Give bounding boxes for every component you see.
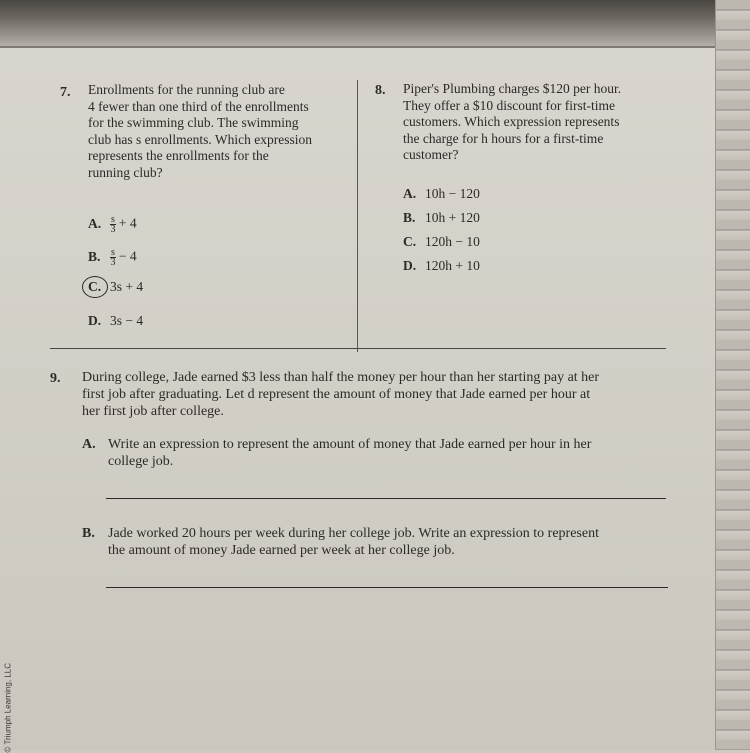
q7-option-a[interactable] xyxy=(88,215,137,234)
q7-option-c[interactable] xyxy=(88,279,143,295)
page-shadow xyxy=(0,0,750,48)
option-letter: B. xyxy=(88,248,101,264)
top-rule xyxy=(0,46,750,48)
copyright-notice: © Triumph Learning, LLC xyxy=(3,663,13,753)
option-text: 10h − 120 xyxy=(425,186,480,201)
q9-stem-line: first job after graduating. Let d represent the amount of money that Jade earned per hour at xyxy=(82,387,591,402)
q7-stem-line: represents the enrollments for the xyxy=(88,148,269,163)
q9-part-a-text xyxy=(108,436,668,470)
q9-part-b-text xyxy=(108,525,668,559)
q7-stem-line: 4 fewer than one third of the enrollments xyxy=(88,98,309,114)
fraction: $\frac{s}{3}$ xyxy=(110,214,116,235)
q8-stem-line: They offer a $10 discount for first-time xyxy=(403,97,615,113)
q8-stem-line: Piper's Plumbing charges $120 per hour. xyxy=(403,81,622,96)
q9-part-a-letter: A. xyxy=(82,437,96,452)
option-letter: C. xyxy=(88,279,102,294)
option-letter: B. xyxy=(403,210,416,225)
q8-stem-line: customers. Which expression represents xyxy=(403,114,620,129)
q9-part-b-answer-line[interactable] xyxy=(106,587,668,588)
q9-part-a-line: Write an expression to represent the amount of money that Jade earned per hour in her xyxy=(108,437,592,452)
option-letter: D. xyxy=(88,313,102,328)
q8-option-b[interactable] xyxy=(403,210,480,226)
q9-part-b-line: Jade worked 20 hours per week during her college job. Write an expression to represent xyxy=(108,526,599,541)
option-text: 120h − 10 xyxy=(425,234,480,249)
q9-part-a-answer-line[interactable] xyxy=(106,498,666,499)
q8-stem xyxy=(403,81,663,164)
q7-option-b[interactable] xyxy=(88,248,137,267)
q9-part-b-line: the amount of money Jade earned per week at her college job. xyxy=(108,543,455,558)
option-text: 10h + 120 xyxy=(425,210,480,225)
option-letter: D. xyxy=(403,258,417,273)
option-text: 120h + 10 xyxy=(425,258,480,273)
option-letter: A. xyxy=(88,215,102,231)
fraction: $\frac{s}{3}$ xyxy=(110,247,116,268)
q7-option-d[interactable] xyxy=(88,313,143,329)
q7-number: 7. xyxy=(60,85,71,100)
q7-stem-line: Enrollments for the running club are xyxy=(88,82,285,97)
q7-stem-line: for the swimming club. The swimming xyxy=(88,115,299,130)
option-letter: A. xyxy=(403,186,417,201)
q8-number: 8. xyxy=(375,83,386,98)
q8-stem-line: the charge for h hours for a first-time xyxy=(403,130,604,146)
section-rule xyxy=(50,348,666,349)
q8-option-c[interactable] xyxy=(403,234,480,250)
option-text: + 4 xyxy=(118,215,137,231)
column-divider xyxy=(357,80,358,352)
option-text: 3s − 4 xyxy=(110,313,144,328)
q9-number: 9. xyxy=(50,371,61,386)
option-text: − 4 xyxy=(118,248,137,264)
q9-stem xyxy=(82,369,672,420)
option-letter: C. xyxy=(403,234,417,249)
option-text: 3s + 4 xyxy=(110,279,144,294)
q8-option-d[interactable] xyxy=(403,258,480,274)
q7-stem xyxy=(88,82,353,181)
q8-option-a[interactable] xyxy=(403,186,480,202)
q7-stem-line: running club? xyxy=(88,164,163,180)
q9-stem-line: During college, Jade earned $3 less than half the money per hour than her starting pay at her xyxy=(82,370,600,385)
q7-stem-line: club has s enrollments. Which expression xyxy=(88,131,312,147)
q9-part-b-letter: B. xyxy=(82,526,95,541)
q9-part-a-line: college job. xyxy=(108,454,174,469)
q9-stem-line: her first job after college. xyxy=(82,404,224,419)
stacked-page-edge xyxy=(715,0,750,750)
q8-stem-line: customer? xyxy=(403,147,459,162)
